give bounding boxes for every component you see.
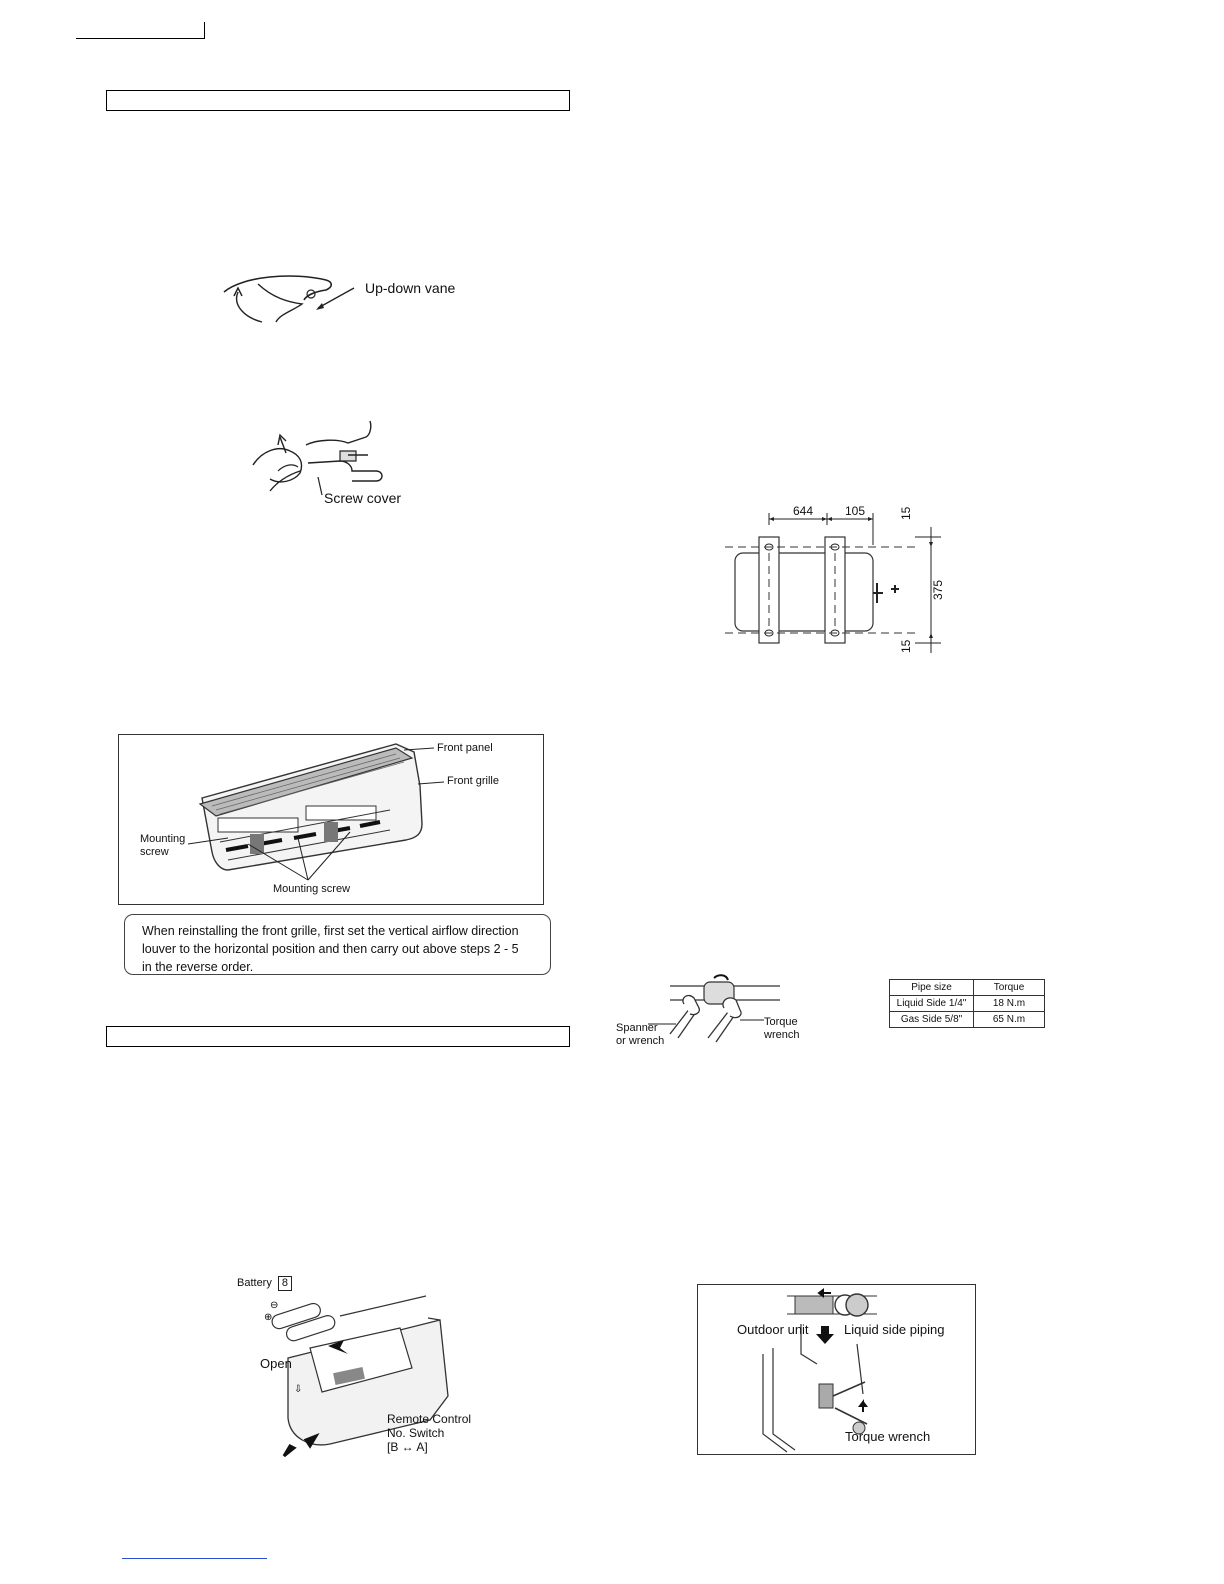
switch-line: [B ↔ A]: [387, 1440, 428, 1454]
header-tick: [204, 22, 205, 38]
header-pipe-size: Pipe size: [890, 980, 974, 996]
front-grille-label: Front grille: [447, 775, 499, 787]
dim-105: 105: [845, 504, 866, 518]
open-label: Open: [260, 1356, 292, 1371]
table-row: [890, 996, 1045, 1012]
mounting-screw-label-left-1: Mounting: [140, 833, 186, 845]
spanner-label-2: or wrench: [616, 1035, 665, 1047]
pipe-size-cell: Liquid Side 1/4": [890, 996, 974, 1012]
vane-label: Up-down vane: [365, 280, 456, 296]
header-torque: Torque: [974, 980, 1045, 996]
section-heading-box-2: [106, 1026, 570, 1047]
torque-label-1: Torque: [764, 1016, 798, 1028]
battery-number-box: 8: [278, 1276, 292, 1291]
remote-switch-label: [387, 1412, 471, 1454]
vane-illustration: [218, 270, 368, 330]
footer-link-rule: [122, 1558, 267, 1559]
dim-375: 375: [931, 579, 945, 600]
svg-text:⇩: ⇩: [294, 1384, 303, 1395]
mounting-screw-label-left-2: screw: [140, 846, 169, 858]
switch-line: Remote Control: [387, 1412, 472, 1426]
battery-text: Battery: [237, 1277, 272, 1289]
dim-644: 644: [793, 504, 814, 518]
torque-table: [889, 979, 1045, 1028]
torque-cell: 65 N.m: [974, 1012, 1045, 1028]
svg-text:⊕: ⊕: [264, 1312, 273, 1323]
svg-text:⊖: ⊖: [270, 1300, 279, 1311]
dim-15-top: 15: [899, 506, 913, 520]
front-grille-leaders: [118, 734, 544, 905]
torque-cell: 18 N.m: [974, 996, 1045, 1012]
table-row: [890, 1012, 1045, 1028]
torque-label-2: wrench: [764, 1029, 800, 1041]
dim-15-bottom: 15: [899, 639, 913, 653]
front-panel-label: Front panel: [437, 742, 493, 754]
note-line: in the reverse order.: [142, 960, 254, 974]
section-heading-box-1: [106, 90, 570, 111]
battery-label: [237, 1276, 292, 1291]
mounting-dimension-drawing: [725, 505, 965, 655]
note-line: When reinstalling the front grille, first set the vertical airflow direction: [142, 924, 519, 938]
note-line: louver to the horizontal position and then carry out above steps 2 - 5: [142, 942, 519, 956]
outdoor-unit-label: Outdoor unit: [737, 1322, 809, 1337]
reinstall-note: [124, 914, 551, 975]
outdoor-illustration: [697, 1284, 976, 1455]
liquid-side-piping-label: Liquid side piping: [844, 1322, 945, 1337]
pipe-size-cell: Gas Side 5/8": [890, 1012, 974, 1028]
torque-wrench-label: Torque wrench: [845, 1429, 931, 1444]
screw-cover-label: Screw cover: [324, 490, 402, 506]
screw-cover-illustration: [248, 415, 398, 497]
spanner-label-1: Spanner: [616, 1022, 658, 1034]
header-rule: [76, 38, 205, 39]
mounting-screw-label-bottom: Mounting screw: [273, 883, 351, 895]
switch-line: No. Switch: [387, 1426, 445, 1440]
table-header-row: [890, 980, 1045, 996]
